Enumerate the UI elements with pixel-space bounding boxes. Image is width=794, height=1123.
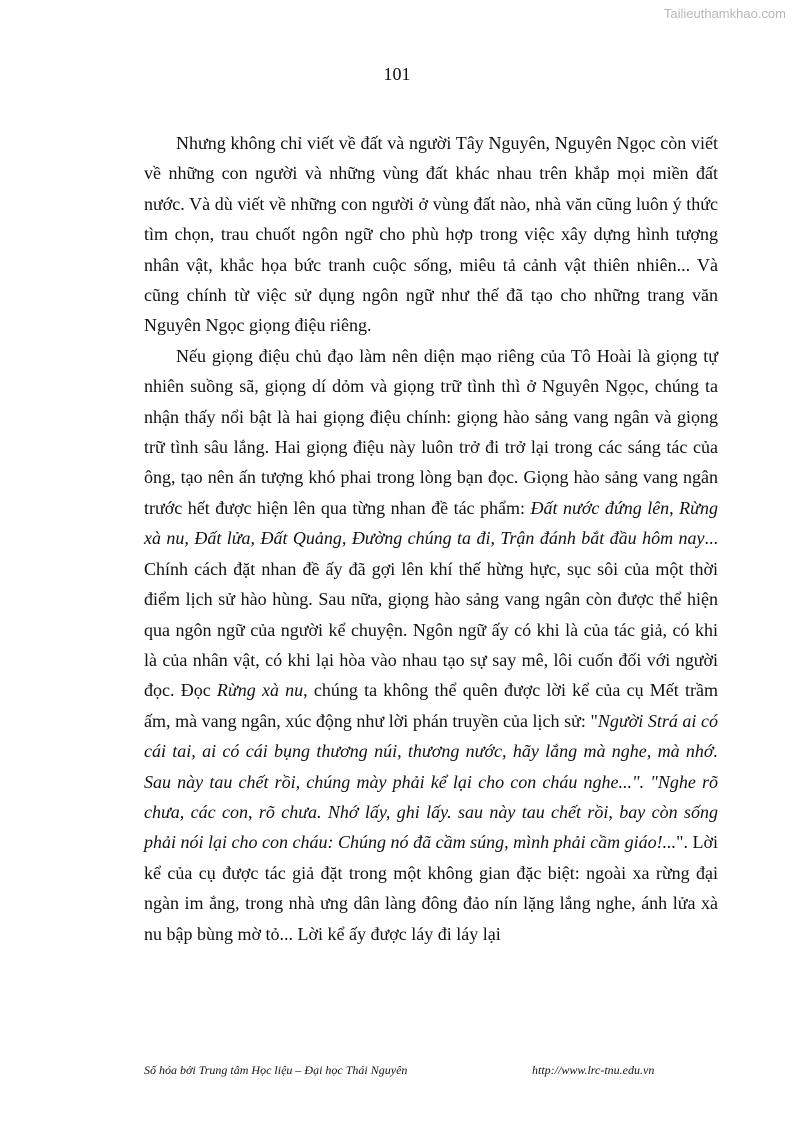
italic-work-title: Rừng xà nu (216, 680, 304, 701)
italic-work-titles: Đất nước đứng lên, Rừng xà nu, Đất lửa, Đất Quảng, Đường chúng ta đi, Trận đánh bắt đầu hôm nay (144, 497, 718, 549)
footer (144, 1063, 718, 1078)
watermark: Tailieuthamkhao.com (663, 6, 786, 21)
body-text (144, 128, 718, 949)
text-segment: ". Lời kể của cụ được tác giả đặt trong một không gian đặc biệt: ngoài xa rừng đại ngàn im ắng, trong nhà ưng dân làng đông đảo nín lặng lắng nghe, ánh lửa xà nu bập bùng mờ tỏ... Lời kể ấy được láy đi láy lại (144, 832, 718, 944)
text-segment: , chúng ta không thể quên được lời kể của cụ Mết trầm ấm, mà vang ngân, xúc động như lời phán truyền của lịch sử: " (144, 680, 718, 731)
paragraph-1-text: Nhưng không chỉ viết về đất và người Tây Nguyên, Nguyên Ngọc còn viết về những con người và những vùng đất khác nhau trên khắp mọi miền đất nước. Và dù viết về những con người ở vùng đất nào, nhà văn cũng luôn ý thức tìm chọn, trau chuốt ngôn ngữ cho phù hợp trong việc xây dựng hình tượng nhân vật, khắc họa bức tranh cuộc sống, miêu tả cảnh vật thiên nhiên... Và cũng chính từ việc sử dụng ngôn ngữ như thế đã tạo cho những trang văn Nguyên Ngọc giọng điệu riêng. (144, 133, 718, 336)
text-segment: Nếu giọng điệu chủ đạo làm nên diện mạo riêng của Tô Hoài là giọng tự nhiên suồng sã, giọng dí dỏm và giọng trữ tình thì ở Nguyên Ngọc, chúng ta nhận thấy nổi bật là hai giọng điệu chính: giọng hào sảng vang ngân và giọng trữ tình sâu lắng. Hai giọng điệu này luôn trở đi trở lại trong các sáng tác của ông, tạo nên ấn tượng khó phai trong lòng bạn đọc. Giọng hào sảng vang ngân trước hết được hiện lên qua từng nhan đề tác phẩm: (144, 345, 718, 518)
paragraph-2 (144, 341, 718, 949)
footer-url: http://www.lrc-tnu.edu.vn (532, 1063, 655, 1077)
italic-quotation: Người Strá ai có cái tai, ai có cái bụng thương núi, thương nước, hãy lắng mà nghe, mà nhớ. Sau này tau chết rồi, chúng mày phải kể lại cho con cháu nghe...". "Nghe rõ chưa, các con, rõ chưa. Nhớ lấy, ghi lấy. sau này tau chết rồi, bay còn sống phải nói lại cho con cháu: Chúng nó đã cầm súng, mình phải cầm giáo!... (144, 710, 718, 853)
page-number: 101 (383, 64, 411, 84)
footer-source: Số hóa bởi Trung tâm Học liệu – Đại học Thái Nguyên (144, 1063, 408, 1077)
text-segment: ... Chính cách đặt nhan đề ấy đã gợi lên khí thế hừng hực, sục sôi của một thời điểm lịch sử hào hùng. Sau nữa, giọng hào sảng vang ngân còn được thể hiện qua ngôn ngữ của người kể chuyện. Ngôn ngữ ấy có khi là của tác giả, có khi là của nhân vật, có khi lại hòa vào nhau tạo sự say mê, lôi cuốn đối với người đọc. Đọc (144, 528, 718, 701)
paragraph-1 (144, 128, 718, 341)
